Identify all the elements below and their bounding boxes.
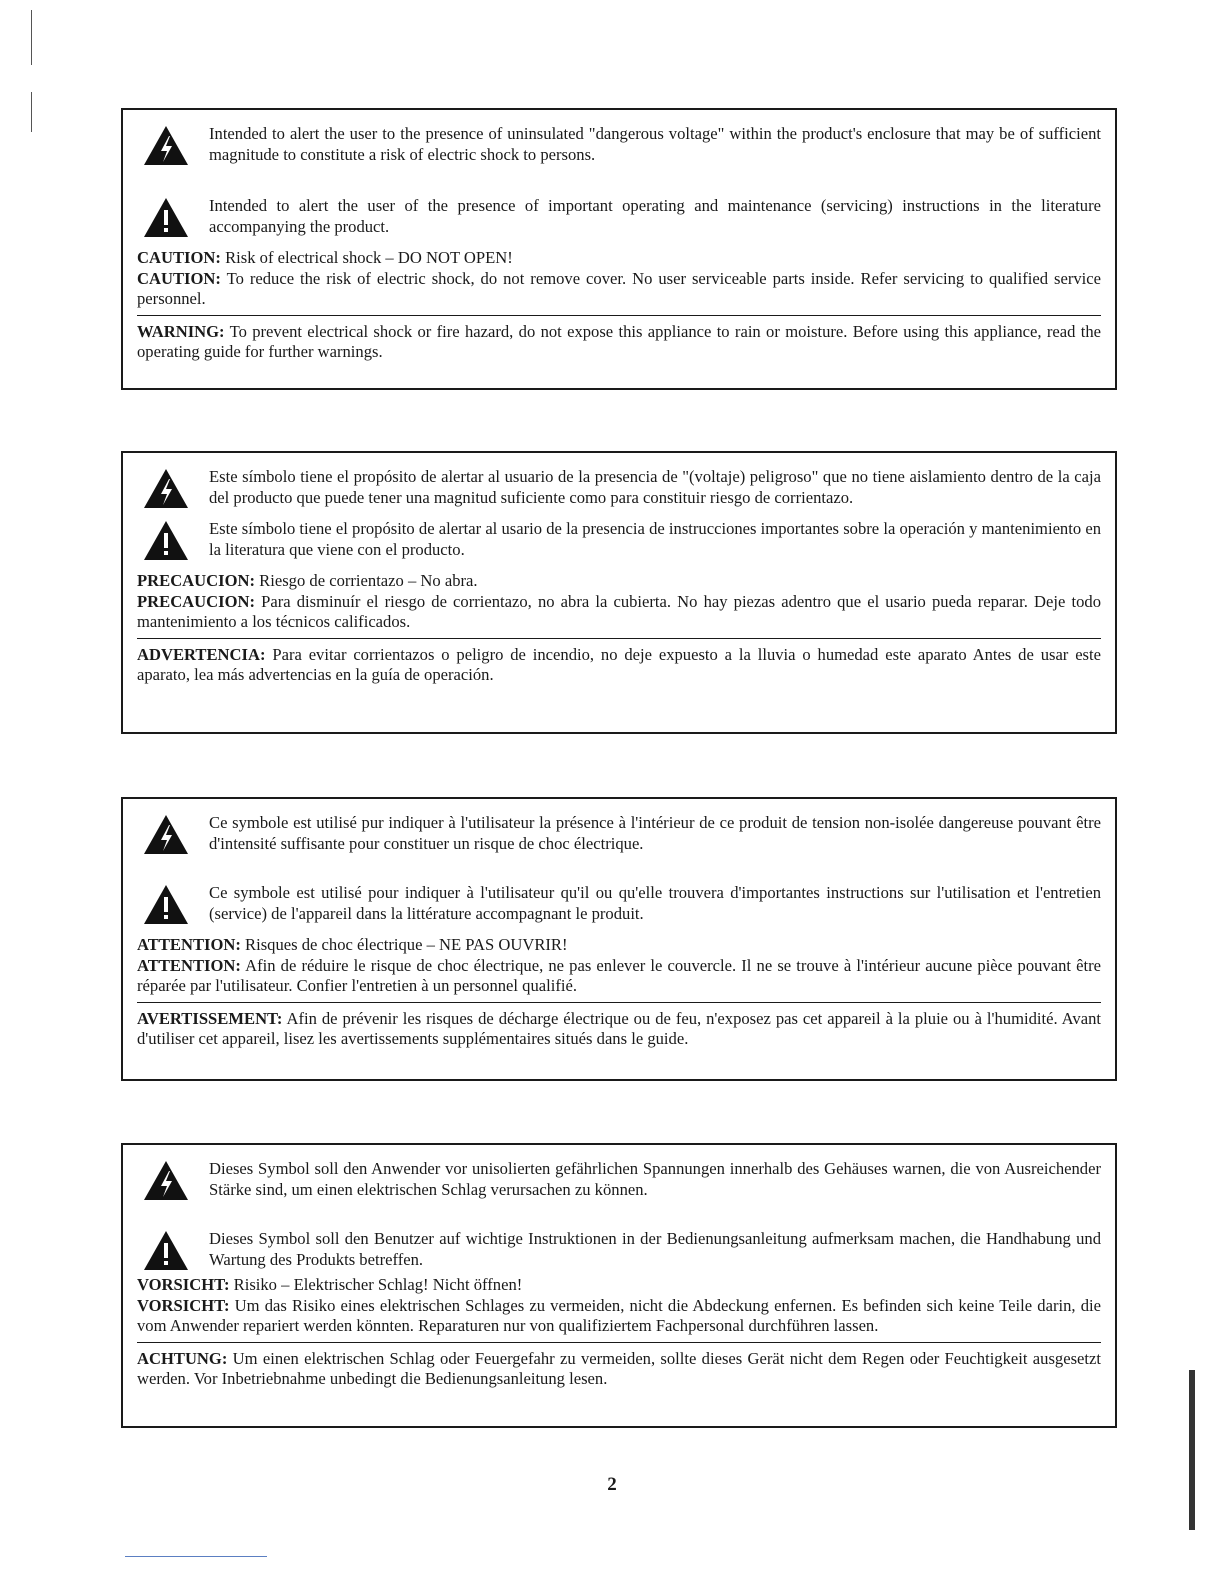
caution-line-1 (137, 935, 1101, 956)
exclamation-warning-icon (143, 196, 195, 242)
voltage-symbol-row (137, 813, 1101, 859)
warning-text: Afin de prévenir les risques de décharge électrique ou de feu, n'exposez pas cet appareil à la pluie ou à l'humidité. Avant d'utiliser cet appareil, lisez les avertissements supplémentaires situés dans le guide. (137, 1008, 1102, 1048)
lightning-warning-icon (143, 467, 195, 513)
caution-text: Riesgo de corrientazo – No abra. (259, 571, 478, 590)
warning-text: To prevent electrical shock or fire hazard, do not expose this appliance to rain or moisture. Before using this appliance, read the operating guide for further warnings. (137, 321, 1101, 361)
page-number: 2 (607, 1474, 617, 1495)
warning-line (137, 322, 1101, 363)
exclamation-warning-icon (143, 519, 195, 565)
caution-line-1 (137, 248, 1101, 269)
caution-label: VORSICHT: (137, 1275, 230, 1294)
exclamation-symbol-row (137, 1229, 1101, 1275)
warning-text: Um einen elektrischen Schlag oder Feuergefahr zu vermeiden, sollte dieses Gerät nicht dem Regen oder Feuchtigkeit ausgesetzt werden. Vor Inbetriebnahme unbedingt die Bedienungsanleitung lesen. (137, 1348, 1101, 1388)
caution-text: Um das Risiko eines elektrischen Schlages zu vermeiden, nicht die Abdeckung enfernen. Es befinden sich keine Teile darin, die vom Anwender repariert werden könnten. Reparaturen nur von qualifiziertem Fachpersonal durchführen lassen. (137, 1295, 1101, 1335)
caution-line-1 (137, 571, 1101, 592)
voltage-symbol-row (137, 124, 1101, 170)
scan-mark (31, 92, 32, 132)
warning-label: WARNING: (137, 321, 225, 341)
caution-label: PRECAUCION: (137, 591, 255, 611)
warning-line (137, 645, 1101, 686)
voltage-symbol-text: Intended to alert the user to the presence of uninsulated "dangerous voltage" within the product's enclosure that may be of sufficient magnitude to constitute a risk of electric shock to persons. (209, 124, 1101, 164)
voltage-symbol-row (137, 1159, 1101, 1205)
exclamation-symbol-row (137, 196, 1101, 242)
voltage-symbol-text: Ce symbole est utilisé pur indiquer à l'utilisateur la présence à l'intérieur de ce produit de tension non-isolée dangereuse pouvant être d'intensité suffisante pour constituer un risque de choc électrique. (209, 813, 1101, 853)
voltage-symbol-row (137, 467, 1101, 513)
lightning-warning-icon (143, 124, 195, 170)
exclamation-symbol-text: Intended to alert the user of the presence of important operating and maintenance (servicing) instructions in the literature accompanying the product. (209, 196, 1101, 236)
caution-label: CAUTION: (137, 268, 221, 288)
caution-text: Para disminuír el riesgo de corrientazo, no abra la cubierta. No hay piezas adentro que el usario pueda reparar. Deje todo mantenimiento a los técnicos calificados. (137, 591, 1102, 631)
scan-mark (125, 1556, 267, 1557)
exclamation-warning-icon (143, 1229, 195, 1275)
exclamation-symbol-text: Dieses Symbol soll den Benutzer auf wichtige Instruktionen in der Bedienungsanleitung aufmerksam machen, die Handhabung und Wartung des Produkts betreffen. (209, 1229, 1101, 1269)
warning-line (137, 1009, 1101, 1050)
caution-line-2 (137, 592, 1101, 633)
warning-text: Para evitar corrientazos o peligro de incendio, no deje expuesto a la lluvia o humedad este aparato Antes de usar este aparato, lea más advertencias en la guía de operación. (137, 644, 1101, 684)
divider (137, 638, 1101, 639)
scan-mark (31, 10, 32, 65)
warning-label: ADVERTENCIA: (137, 644, 266, 664)
exclamation-warning-icon (143, 883, 195, 929)
caution-line-2 (137, 269, 1101, 310)
caution-label: CAUTION: (137, 248, 221, 267)
caution-label: ATTENTION: (137, 935, 241, 954)
warning-label: ACHTUNG: (137, 1348, 228, 1368)
lightning-warning-icon (143, 813, 195, 859)
caution-line-2 (137, 1296, 1101, 1337)
warning-box-english (121, 108, 1117, 390)
warning-label: AVERTISSEMENT: (137, 1008, 283, 1028)
caution-label: PRECAUCION: (137, 571, 255, 590)
divider (137, 1002, 1101, 1003)
exclamation-symbol-text: Ce symbole est utilisé pour indiquer à l'utilisateur qu'il ou qu'elle trouvera d'importantes instructions sur l'utilisation et l'entretien (service) de l'appareil dans la littérature accompagnant le produit. (209, 883, 1101, 923)
warning-box-spanish (121, 451, 1117, 734)
exclamation-symbol-row (137, 519, 1101, 565)
caution-text: To reduce the risk of electric shock, do not remove cover. No user serviceable parts inside. Refer servicing to qualified service personnel. (137, 268, 1101, 308)
caution-line-2 (137, 956, 1101, 997)
warning-box-french (121, 797, 1117, 1081)
caution-line-1 (137, 1275, 1101, 1296)
lightning-warning-icon (143, 1159, 195, 1205)
warning-box-german (121, 1143, 1117, 1428)
voltage-symbol-text: Este símbolo tiene el propósito de alertar al usuario de la presencia de "(voltaje) peligroso" que no tiene aislamiento dentro de la caja del producto que puede tener una magnitud suficiente como para constituir riesgo de corrientazo. (209, 467, 1101, 507)
divider (137, 315, 1101, 316)
exclamation-symbol-row (137, 883, 1101, 929)
caution-label: VORSICHT: (137, 1295, 230, 1315)
warning-line (137, 1349, 1101, 1390)
caution-label: ATTENTION: (137, 955, 241, 975)
caution-text: Risques de choc électrique – NE PAS OUVRIR! (245, 935, 568, 954)
divider (137, 1342, 1101, 1343)
caution-text: Afin de réduire le risque de choc électrique, ne pas enlever le couvercle. Il ne se trouve à l'intérieur aucune pièce pouvant être réparée par l'utilisateur. Confier l'entretien à un personnel qualifié. (137, 955, 1102, 995)
caution-text: Risiko – Elektrischer Schlag! Nicht öffnen! (233, 1275, 523, 1294)
exclamation-symbol-text: Este símbolo tiene el propósito de alertar al usario de la presencia de instrucciones importantes sobre la operación y mantenimiento en la literatura que viene con el producto. (209, 519, 1101, 559)
scan-mark (1189, 1370, 1195, 1530)
caution-text: Risk of electrical shock – DO NOT OPEN! (225, 248, 513, 267)
voltage-symbol-text: Dieses Symbol soll den Anwender vor unisolierten gefährlichen Spannungen innerhalb des Gehäuses warnen, die von Ausreichender Stärke sind, um einen elektrischen Schlag verursachen zu können. (209, 1159, 1101, 1199)
